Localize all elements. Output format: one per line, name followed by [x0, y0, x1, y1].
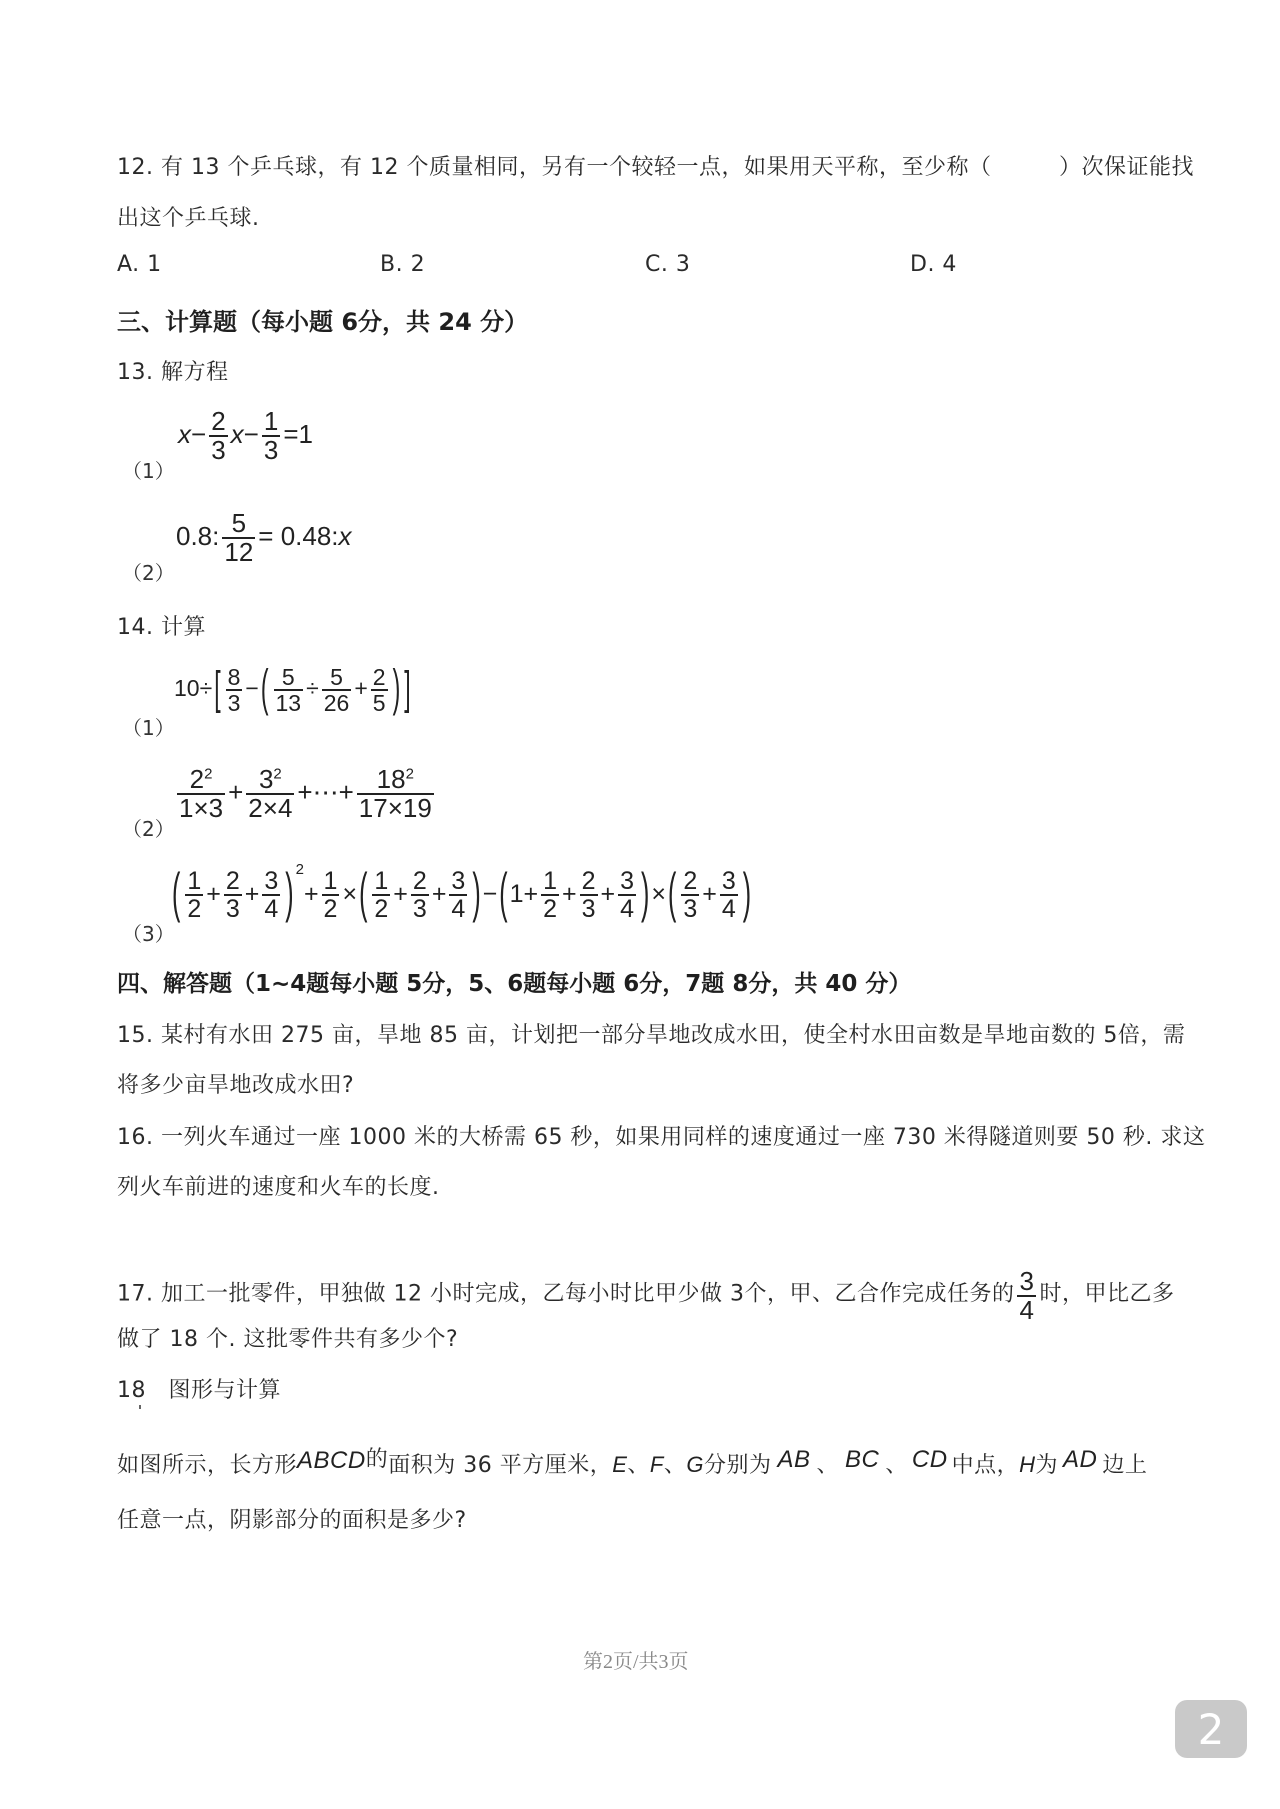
separator: 、 [885, 1453, 908, 1478]
minus-sign: − [191, 419, 207, 450]
denominator: 3 [683, 895, 698, 924]
fraction [541, 868, 559, 923]
base: 2 [189, 764, 205, 794]
q12-option-a: A. 1 [117, 252, 162, 277]
q14-title: 14. 计算 [117, 615, 206, 640]
right-paren: ) [392, 659, 401, 717]
left-paren: ( [499, 862, 508, 925]
q18-text: 为 [1035, 1453, 1058, 1478]
q14-sub1-label: （1） [122, 716, 175, 740]
q18-text: 面积为 36 平方厘米， [388, 1453, 613, 1478]
fraction [262, 408, 280, 465]
minus-sign: − [245, 675, 259, 702]
numerator: 3 [1019, 1266, 1035, 1296]
lead-term: 10÷ [174, 675, 213, 702]
base: 18 [376, 764, 406, 794]
right-paren: ) [285, 862, 294, 925]
q18-text: 分别为 [704, 1453, 772, 1478]
q12-option-b: B. 2 [380, 252, 426, 277]
denominator: 2×4 [248, 793, 293, 824]
exponent: 2 [405, 765, 414, 783]
plus-sign: + [206, 879, 221, 908]
segment-ad: AD [1063, 1446, 1098, 1473]
denominator: 3 [225, 895, 240, 924]
q13-sub2-equation [176, 510, 352, 567]
denominator: 17×19 [358, 793, 432, 824]
numerator: 2 [683, 867, 698, 895]
left-paren: ( [172, 862, 181, 925]
times-sign: × [342, 879, 358, 908]
left-paren: ( [260, 659, 269, 717]
plus-sign: + [702, 879, 717, 908]
q14-sub1-expression [174, 659, 413, 717]
numerator: 3 [451, 867, 466, 895]
plus-sign: + [228, 777, 244, 808]
stray-mark [139, 1405, 141, 1409]
denominator: 2 [374, 895, 389, 924]
page-number-badge[interactable]: 2 [1175, 1700, 1247, 1758]
ellipsis-sum: +⋯+ [297, 777, 354, 808]
numerator: 1 [323, 867, 338, 895]
fraction [209, 408, 227, 465]
fraction [720, 868, 738, 923]
fraction [177, 766, 225, 823]
q12-line1: 12. 有 13 个乒乓球，有 12 个质量相同，另有一个较轻一点，如果用天平称，至少称（ ）次保证能找 [117, 155, 1194, 180]
plus-sign: + [431, 879, 447, 908]
fraction [262, 868, 280, 923]
segment-ab: AB [777, 1446, 811, 1473]
q18-line2: 任意一点，阴影部分的面积是多少? [117, 1508, 467, 1533]
q13-sub1-equation [178, 408, 313, 465]
denominator: 1×3 [179, 793, 224, 824]
base: 3 [258, 764, 274, 794]
rect-name: ABCD [297, 1447, 366, 1474]
q12-line2: 出这个乒乓球. [117, 206, 260, 231]
fraction [226, 665, 243, 715]
denominator: 4 [721, 895, 736, 924]
numerator: 1 [374, 867, 389, 895]
equals-rhs: =1 [283, 419, 313, 450]
plus-sign: + [562, 879, 577, 908]
denominator: 4 [264, 895, 279, 924]
separator: 、 [627, 1453, 650, 1478]
numerator: 1 [543, 867, 558, 895]
minus-sign: − [482, 879, 498, 908]
q18-text: 如图所示，长方形 [117, 1453, 298, 1478]
q17-line1 [117, 1268, 1174, 1325]
q17-line2: 做了 18 个. 这批零件共有多少个? [117, 1327, 459, 1352]
left-paren: ( [667, 862, 677, 925]
right-bracket: ] [404, 661, 411, 714]
exponent: 2 [295, 860, 304, 878]
separator: 、 [663, 1453, 687, 1478]
point-e: E [612, 1452, 628, 1477]
q15-line1: 15. 某村有水田 275 亩，旱地 85 亩，计划把一部分旱地改成水田，使全村水田亩数是旱地亩数的 5倍，需 [117, 1023, 1186, 1048]
segment-cd: CD [911, 1446, 948, 1473]
denominator: 5 [372, 690, 386, 717]
times-sign: × [651, 879, 666, 908]
numerator: 5 [330, 664, 343, 690]
q12-option-d: D. 4 [910, 252, 957, 277]
left-bracket: [ [214, 661, 221, 714]
fraction [411, 868, 429, 923]
numerator [257, 766, 284, 793]
q17-text-start: 17. 加工一批零件，甲独做 12 小时完成，乙每小时比甲少做 3个，甲、乙合作完成任务的 [117, 1281, 1015, 1307]
plus-sign: + [303, 879, 319, 908]
q13-sub1-label: （1） [122, 459, 175, 483]
denominator: 3 [412, 895, 427, 924]
q18-text: 中点， [951, 1453, 1020, 1478]
denominator: 2 [543, 895, 558, 924]
page-footer: 第2页/共3页 [583, 1651, 689, 1673]
numerator: 2 [211, 406, 226, 436]
separator: 、 [816, 1453, 840, 1478]
plus-sign: + [600, 879, 616, 908]
numerator: 5 [281, 664, 295, 690]
fraction [246, 766, 294, 823]
var-x: x [178, 419, 191, 450]
q18-text: 边上 [1102, 1453, 1148, 1478]
section-4-heading: 四、解答题（1~4题每小题 5分，5、6题每小题 6分，7题 8分，共 40 分） [117, 971, 912, 997]
numerator [375, 766, 416, 793]
fraction [357, 766, 434, 823]
q15-line2: 将多少亩旱地改成水田? [117, 1073, 355, 1098]
fraction [618, 868, 636, 923]
fraction [222, 510, 255, 567]
var-x: x [230, 419, 244, 450]
fraction [580, 868, 598, 923]
denominator: 13 [275, 690, 302, 717]
numerator: 2 [372, 664, 386, 690]
fraction [1017, 1268, 1036, 1325]
ratio-rhs: = 0.48: [258, 521, 339, 552]
denominator: 4 [451, 895, 466, 924]
q18-text: 的 [365, 1447, 389, 1472]
fraction [224, 868, 242, 923]
denominator: 26 [323, 690, 350, 717]
exponent: 2 [273, 765, 282, 783]
fraction [371, 665, 388, 715]
plus-sign: + [393, 879, 408, 908]
q17-text-end: 时，甲比乙多 [1039, 1281, 1175, 1307]
denominator: 2 [323, 895, 338, 924]
q13-sub2-label: （2） [122, 561, 175, 585]
left-paren: ( [359, 862, 368, 925]
numerator: 8 [227, 664, 241, 690]
fraction [322, 665, 352, 715]
numerator: 3 [264, 867, 279, 895]
fraction [274, 665, 304, 715]
plus-sign: + [354, 675, 368, 702]
denominator: 3 [263, 435, 279, 466]
denominator: 4 [1019, 1295, 1035, 1326]
numerator: 2 [225, 867, 240, 895]
q18-title: 18 图形与计算 [117, 1378, 281, 1403]
var-x: x [338, 521, 352, 552]
numerator: 3 [721, 867, 736, 895]
q12-option-c: C. 3 [645, 252, 691, 277]
segment-bc: BC [845, 1446, 880, 1473]
exponent: 2 [204, 765, 213, 783]
q14-sub3-label: （3） [122, 922, 175, 946]
denominator: 3 [581, 895, 596, 924]
fraction [185, 868, 203, 923]
right-paren: ) [472, 862, 481, 925]
divide-sign: ÷ [306, 675, 319, 702]
denominator: 2 [187, 895, 202, 924]
fraction [372, 868, 390, 923]
denominator: 3 [227, 690, 241, 717]
fraction [449, 868, 467, 923]
q16-line2: 列火车前进的速度和火车的长度. [117, 1175, 440, 1200]
integer-one: 1 [509, 879, 524, 908]
plus-sign: + [244, 879, 260, 908]
q14-sub2-label: （2） [122, 817, 175, 841]
denominator: 4 [620, 895, 635, 924]
q16-line1: 16. 一列火车通过一座 1000 米的大桥需 65 秒，如果用同样的速度通过一座 730 米得隧道则要 50 秒. 求这 [117, 1125, 1206, 1150]
section-3-heading: 三、计算题（每小题 6分，共 24 分） [117, 308, 529, 336]
point-g: G [686, 1452, 704, 1477]
q14-sub3-expression [170, 860, 753, 925]
q14-sub2-expression [174, 766, 437, 823]
q13-title: 13. 解方程 [117, 360, 229, 385]
numerator [188, 766, 215, 793]
numerator: 2 [581, 867, 596, 895]
numerator: 1 [187, 867, 202, 895]
right-paren: ) [742, 862, 752, 925]
point-h: H [1019, 1452, 1036, 1477]
fraction [681, 868, 699, 923]
denominator: 12 [224, 537, 254, 568]
ratio-lhs: 0.8: [176, 521, 220, 552]
plus-sign: + [523, 879, 539, 908]
numerator: 2 [412, 867, 427, 895]
minus-sign: − [243, 419, 259, 450]
point-f: F [649, 1452, 664, 1477]
numerator: 1 [263, 406, 279, 436]
right-paren: ) [641, 862, 650, 925]
numerator: 3 [620, 867, 635, 895]
fraction [322, 868, 340, 923]
q18-line1 [117, 1448, 1147, 1479]
numerator: 5 [231, 508, 247, 538]
denominator: 3 [211, 435, 226, 466]
